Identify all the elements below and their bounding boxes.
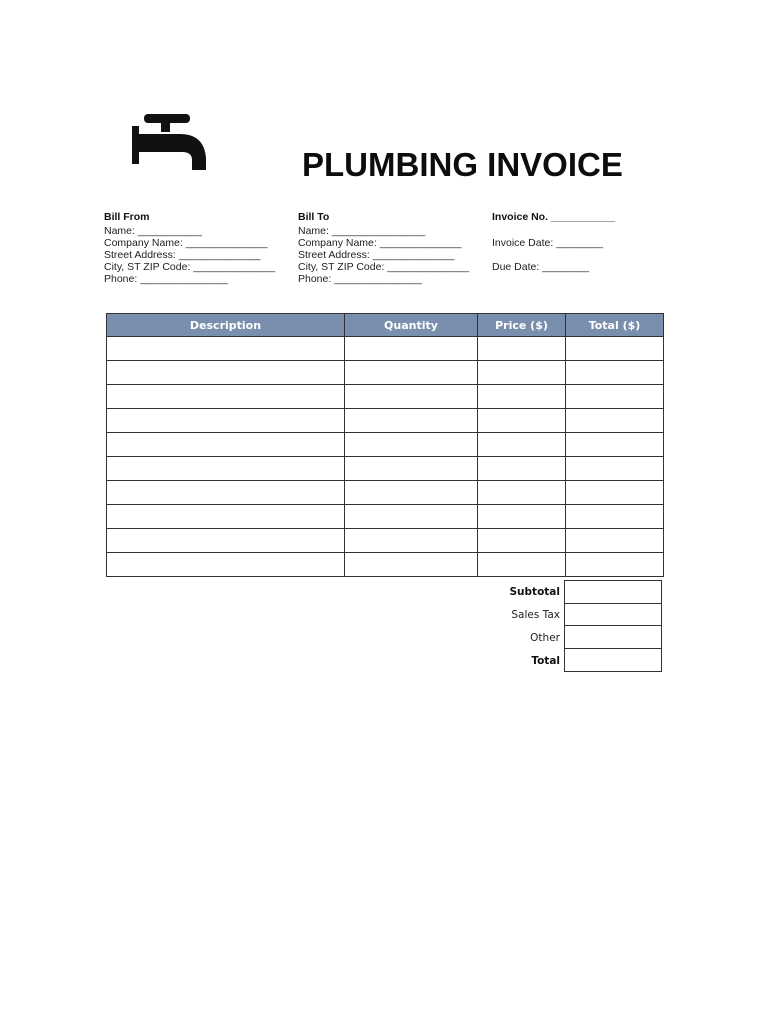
total-row xyxy=(470,649,662,672)
price-cell[interactable] xyxy=(478,337,566,361)
table-row xyxy=(107,361,664,385)
quantity-cell[interactable] xyxy=(345,337,478,361)
bill-from-heading: Bill From xyxy=(104,211,150,223)
bill-to-heading: Bill To xyxy=(298,211,330,223)
quantity-cell[interactable] xyxy=(345,505,478,529)
price-cell[interactable] xyxy=(478,409,566,433)
bill-to-name[interactable]: Name: ________________ xyxy=(298,225,426,237)
bill-from-street[interactable]: Street Address: ______________ xyxy=(104,249,261,261)
bill-from-section xyxy=(104,211,275,285)
page-title: PLUMBING INVOICE xyxy=(302,146,623,183)
bill-to-section xyxy=(298,211,469,285)
quantity-cell[interactable] xyxy=(345,409,478,433)
description-cell[interactable] xyxy=(107,529,345,553)
total-cell[interactable] xyxy=(566,385,664,409)
price-cell[interactable] xyxy=(478,505,566,529)
subtotal-row xyxy=(470,580,662,603)
description-cell[interactable] xyxy=(107,361,345,385)
sales-tax-row xyxy=(470,603,662,626)
totals-section xyxy=(470,580,662,672)
bill-from-city[interactable]: City, ST ZIP Code: ______________ xyxy=(104,261,276,273)
sales-tax-label: Sales Tax xyxy=(511,608,560,621)
table-row xyxy=(107,457,664,481)
other-row xyxy=(470,626,662,649)
bill-from-phone[interactable]: Phone: _______________ xyxy=(104,273,228,285)
sales-tax-field[interactable] xyxy=(564,603,662,626)
total-field[interactable] xyxy=(564,649,662,672)
invoice-date[interactable]: Invoice Date: ________ xyxy=(492,237,603,249)
invoice-number[interactable]: Invoice No. ___________ xyxy=(492,211,616,223)
subtotal-label: Subtotal xyxy=(509,585,560,598)
quantity-cell[interactable] xyxy=(345,457,478,481)
other-label: Other xyxy=(530,631,560,644)
total-cell[interactable] xyxy=(566,433,664,457)
description-cell[interactable] xyxy=(107,385,345,409)
table-row xyxy=(107,481,664,505)
quantity-cell[interactable] xyxy=(345,385,478,409)
total-cell[interactable] xyxy=(566,553,664,577)
bill-to-city[interactable]: City, ST ZIP Code: ______________ xyxy=(298,261,470,273)
price-cell[interactable] xyxy=(478,457,566,481)
total-cell[interactable] xyxy=(566,505,664,529)
price-cell[interactable] xyxy=(478,529,566,553)
total-cell[interactable] xyxy=(566,529,664,553)
header-description: Description xyxy=(107,314,345,337)
invoice-meta-section xyxy=(492,211,615,273)
description-cell[interactable] xyxy=(107,337,345,361)
table-row xyxy=(107,337,664,361)
table-row xyxy=(107,553,664,577)
total-cell[interactable] xyxy=(566,481,664,505)
total-cell[interactable] xyxy=(566,409,664,433)
header-quantity: Quantity xyxy=(345,314,478,337)
table-row xyxy=(107,505,664,529)
price-cell[interactable] xyxy=(478,385,566,409)
table-row xyxy=(107,385,664,409)
total-label: Total xyxy=(531,654,560,667)
faucet-icon xyxy=(130,112,208,174)
due-date[interactable]: Due Date: ________ xyxy=(492,261,589,273)
price-cell[interactable] xyxy=(478,553,566,577)
header-price: Price ($) xyxy=(478,314,566,337)
description-cell[interactable] xyxy=(107,553,345,577)
quantity-cell[interactable] xyxy=(345,529,478,553)
total-cell[interactable] xyxy=(566,337,664,361)
quantity-cell[interactable] xyxy=(345,553,478,577)
quantity-cell[interactable] xyxy=(345,361,478,385)
description-cell[interactable] xyxy=(107,457,345,481)
table-row xyxy=(107,529,664,553)
bill-from-company[interactable]: Company Name: ______________ xyxy=(104,237,268,249)
other-field[interactable] xyxy=(564,626,662,649)
bill-to-company[interactable]: Company Name: ______________ xyxy=(298,237,462,249)
price-cell[interactable] xyxy=(478,361,566,385)
subtotal-field[interactable] xyxy=(564,580,662,604)
total-cell[interactable] xyxy=(566,361,664,385)
table-row xyxy=(107,409,664,433)
table-row xyxy=(107,433,664,457)
price-cell[interactable] xyxy=(478,433,566,457)
description-cell[interactable] xyxy=(107,481,345,505)
bill-to-phone[interactable]: Phone: _______________ xyxy=(298,273,422,285)
table-header-row xyxy=(107,314,664,337)
price-cell[interactable] xyxy=(478,481,566,505)
total-cell[interactable] xyxy=(566,457,664,481)
quantity-cell[interactable] xyxy=(345,433,478,457)
quantity-cell[interactable] xyxy=(345,481,478,505)
bill-from-name[interactable]: Name: ___________ xyxy=(104,225,203,237)
description-cell[interactable] xyxy=(107,505,345,529)
bill-to-street[interactable]: Street Address: ______________ xyxy=(298,249,455,261)
description-cell[interactable] xyxy=(107,409,345,433)
line-items-table xyxy=(106,313,664,577)
description-cell[interactable] xyxy=(107,433,345,457)
header-total: Total ($) xyxy=(566,314,664,337)
